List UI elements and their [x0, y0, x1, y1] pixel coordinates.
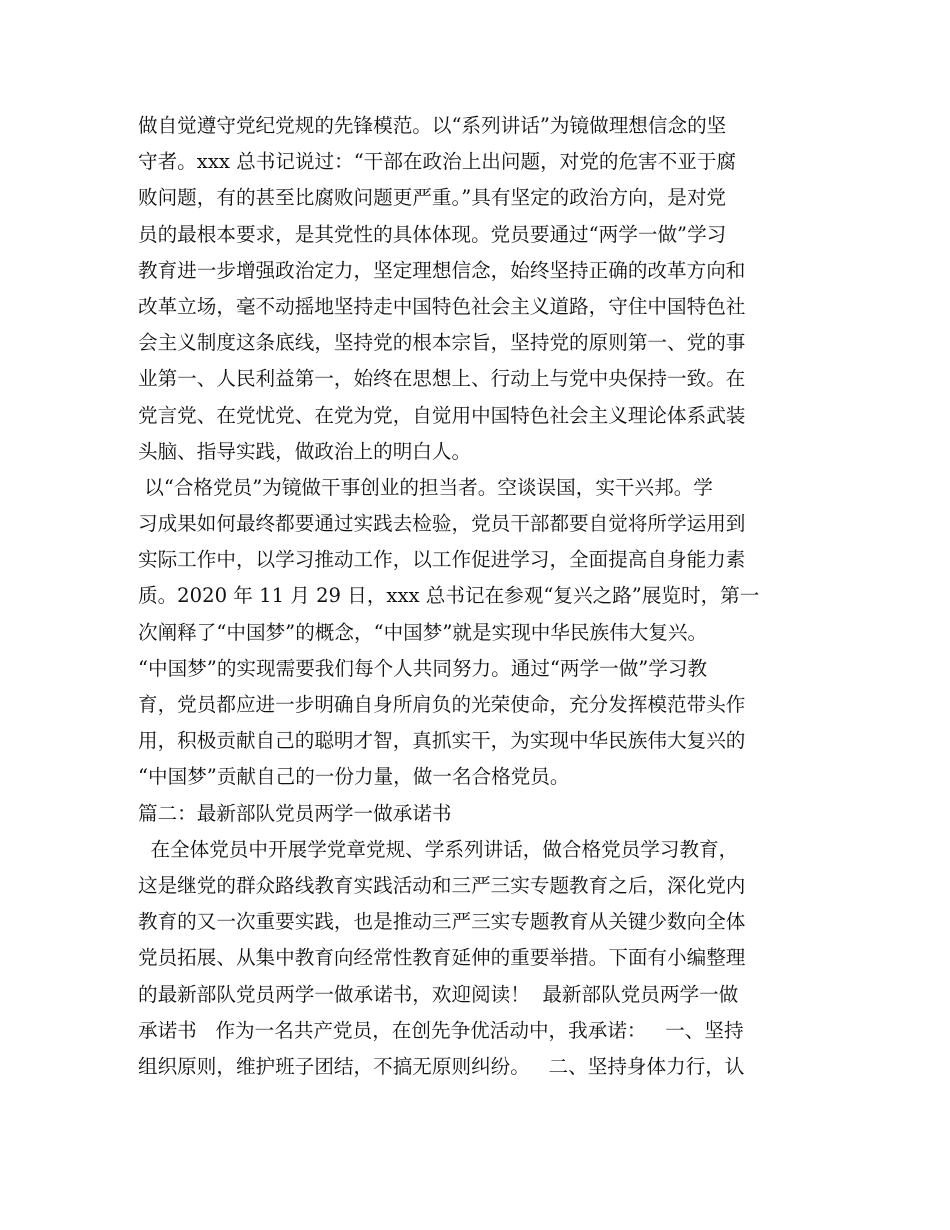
text-line: 以“合格党员”为镜做干事创业的担当者。空谈误国，实干兴邦。学	[138, 475, 713, 499]
text-line: 做自觉遵守党纪党规的先锋模范。以“系列讲话”为镜做理想信念的坚	[138, 114, 727, 137]
text-line: 用，积极贡献自己的聪明才智，真抓实干，为实现中华民族伟大复兴的	[138, 729, 746, 753]
text-line: 会主义制度这条底线，坚持党的根本宗旨，坚持党的原则第一、党的事	[138, 331, 746, 355]
text-line: 业第一、人民利益第一，始终在思想上、行动上与党中央保持一致。在	[138, 367, 746, 391]
text-line: 员的最根本要求，是其党性的具体体现。党员要通过“两学一做”学习	[138, 222, 727, 246]
text-line: 教育的又一次重要实践，也是推动三严三实专题教育从关键少数向全体	[138, 910, 746, 934]
text-line: 败问题，有的甚至比腐败问题更严重。”具有坚定的政治方向，是对党	[138, 186, 727, 210]
document-body	[138, 108, 818, 1085]
text-line: 头脑、指导实践，做政治上的明白人。	[138, 439, 472, 463]
text-line: 党员拓展、从集中教育向经常性教育延伸的重要举措。下面有小编整理	[138, 946, 746, 970]
text-line: 改革立场，毫不动摇地坚持走中国特色社会主义道路，守住中国特色社	[138, 294, 746, 318]
text-line: 质。2020 年 11 月 29 日，xxx 总书记在参观“复兴之路”展览时，第一	[138, 584, 760, 608]
text-line: 次阐释了“中国梦”的概念，“中国梦”就是实现中华民族伟大复兴。	[138, 620, 708, 644]
text-line: 守者。xxx 总书记说过：“干部在政治上出问题，对党的危害不亚于腐	[138, 150, 737, 174]
section-heading: 篇二：最新部队党员两学一做承诺书	[138, 801, 452, 825]
text-line: 育，党员都应进一步明确自身所肩负的光荣使命，充分发挥模范带头作	[138, 693, 746, 716]
text-line: “中国梦”的实现需要我们每个人共同努力。通过“两学一做”学习教	[138, 656, 708, 680]
text-line: 组织原则，维护班子团结，不搞无原则纠纷。 二、坚持身体力行，认	[138, 1054, 745, 1078]
text-line: 这是继党的群众路线教育实践活动和三严三实专题教育之后，深化党内	[138, 873, 746, 897]
text-line: 习成果如何最终都要通过实践去检验，党员干部都要自觉将所学运用到	[138, 512, 746, 536]
text-line: 承诺书 作为一名共产党员，在创先争优活动中，我承诺： 一、坚持	[138, 1018, 744, 1042]
text-line: 在全体党员中开展学党章党规、学系列讲话，做合格党员学习教育，	[138, 837, 739, 861]
text-line: 党言党、在党忧党、在党为党，自觉用中国特色社会主义理论体系武装	[138, 403, 746, 427]
text-line: 教育进一步增强政治定力，坚定理想信念，始终坚持正确的改革方向和	[138, 258, 746, 282]
text-line: 的最新部队党员两学一做承诺书，欢迎阅读！ 最新部队党员两学一做	[138, 982, 739, 1006]
text-line: 实际工作中，以学习推动工作，以工作促进学习，全面提高自身能力素	[138, 548, 746, 572]
text-line: “中国梦”贡献自己的一份力量，做一名合格党员。	[138, 765, 570, 789]
